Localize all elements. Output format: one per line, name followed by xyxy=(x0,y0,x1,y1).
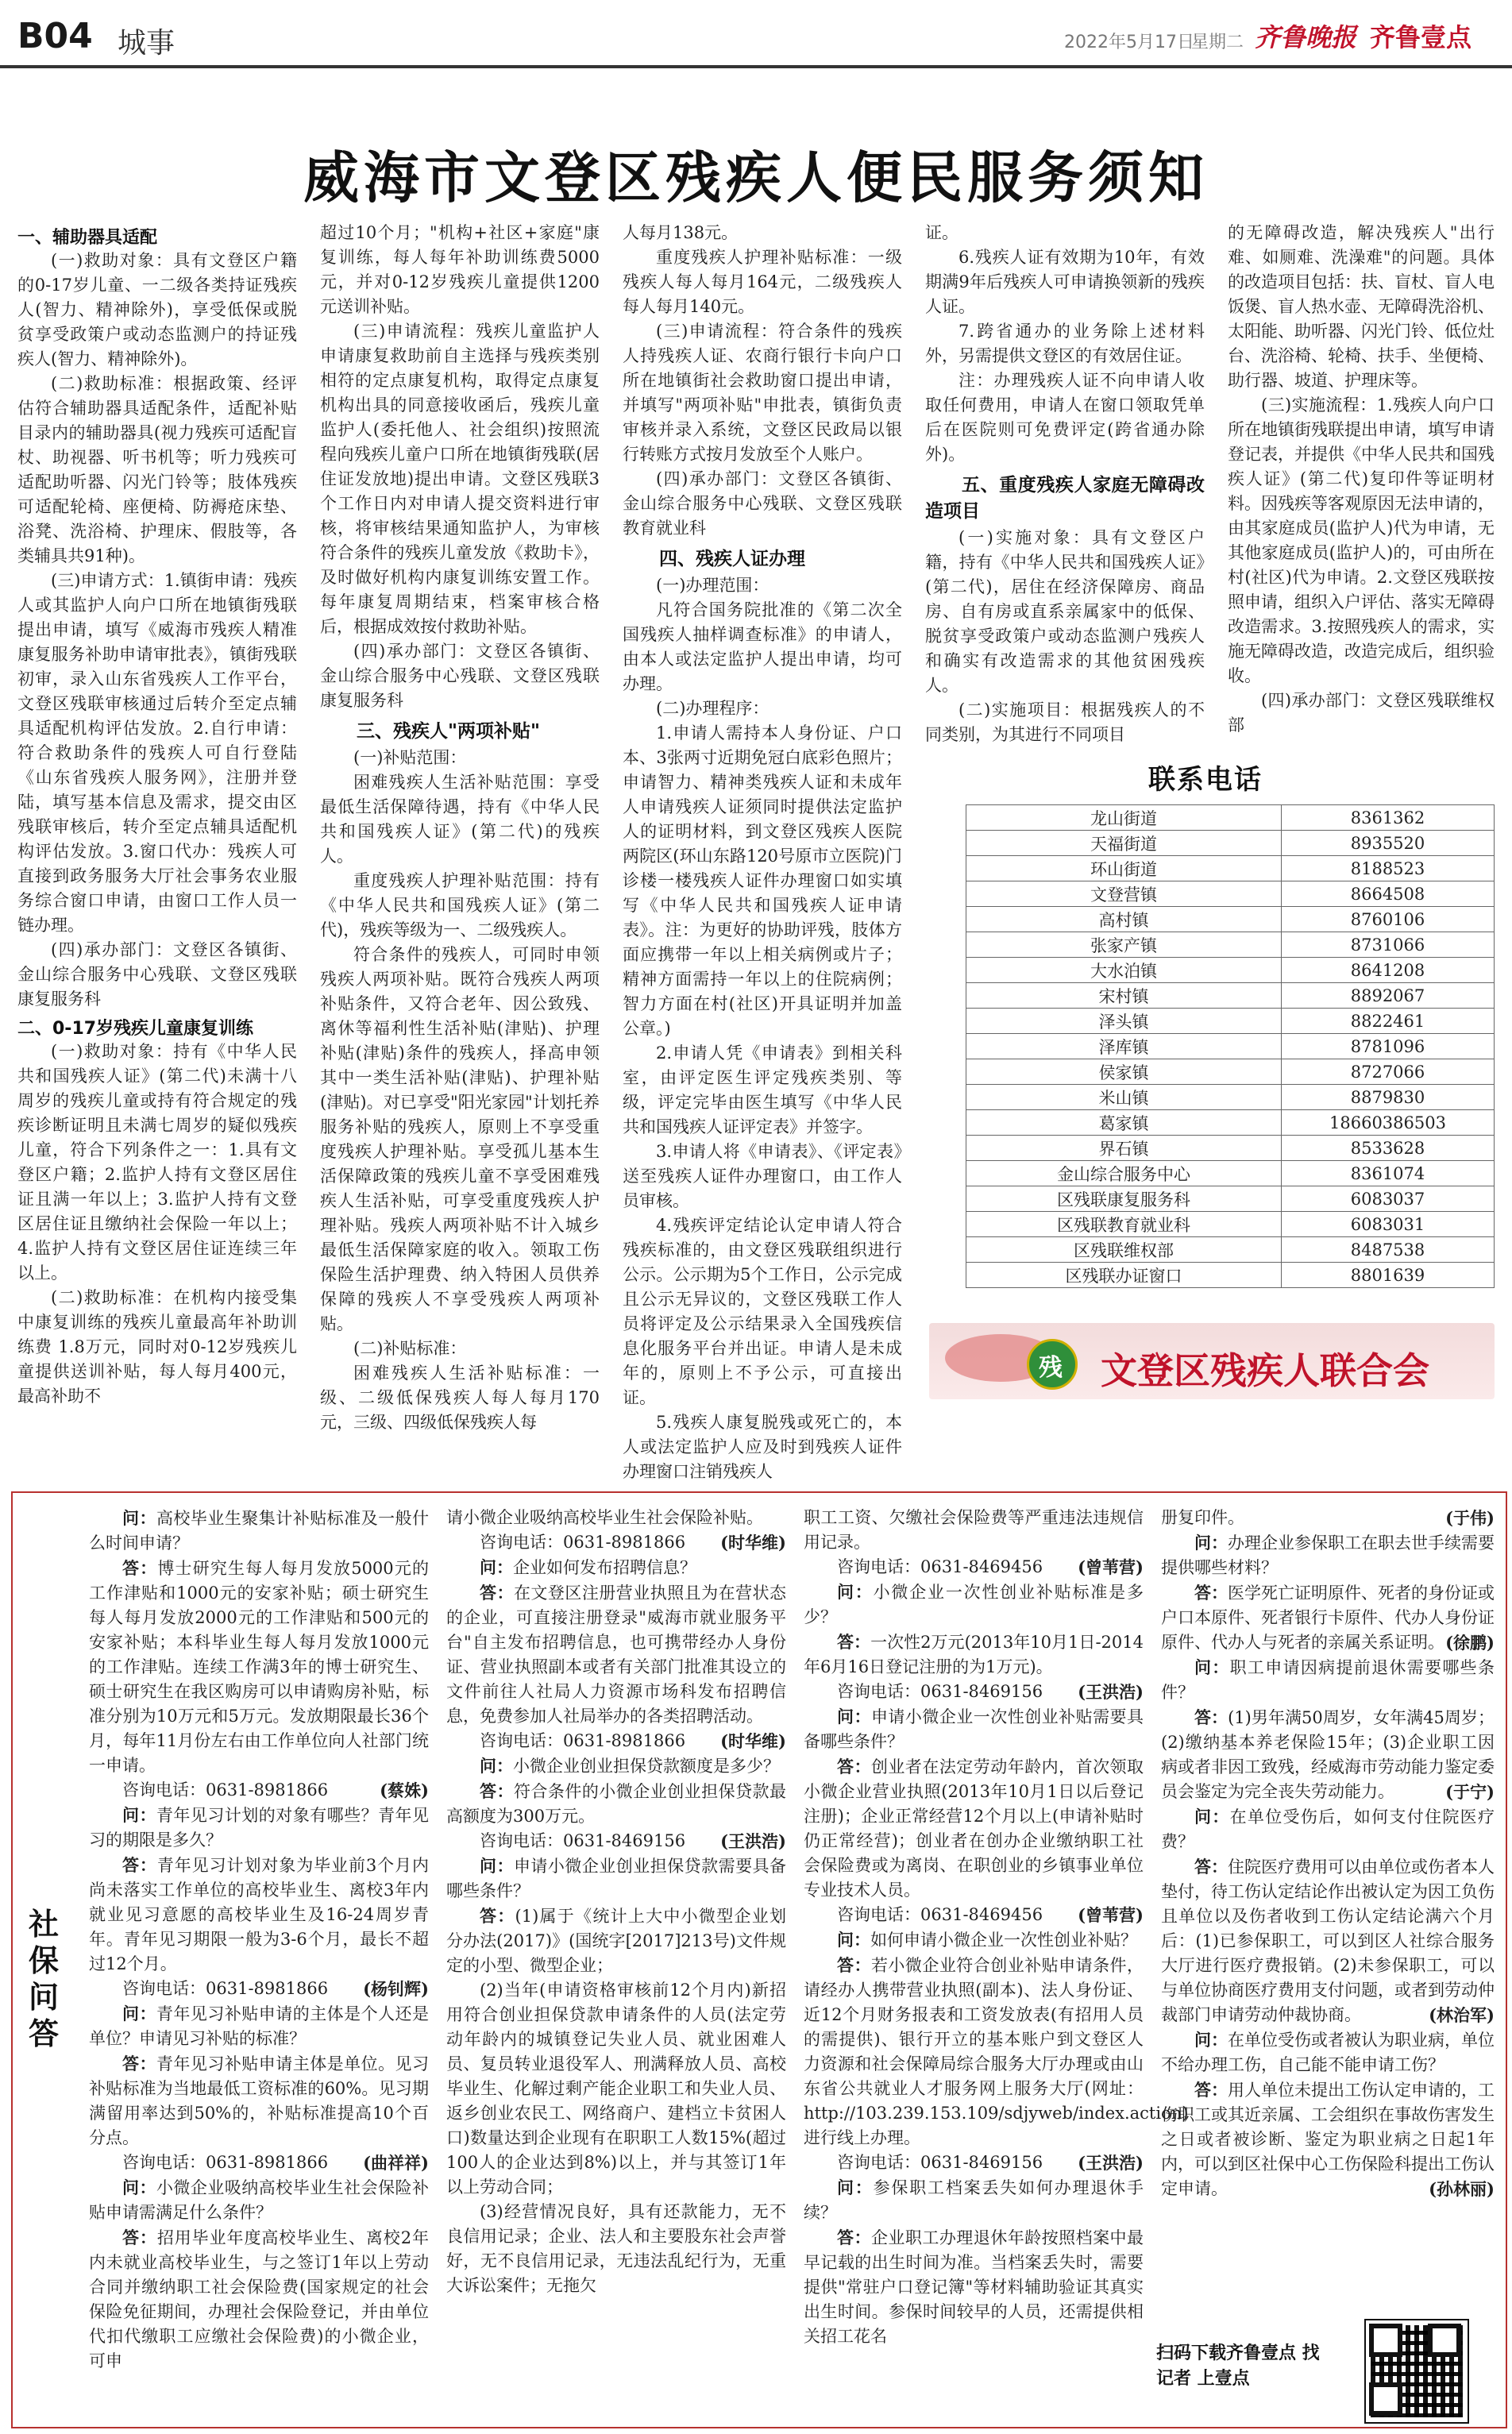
answer-text: 青年见习计划对象为毕业前3个月内尚未落实工作单位的高校毕业生、离校3年内就业见习意愿的高校毕业生及16-24周岁青年。青年见习期限一般为3-6个月，最长不超过12个月。 xyxy=(89,1856,429,1973)
contact-phone: 咨询电话：0631-8469456 xyxy=(837,1557,1043,1576)
phone-org-name: 金山综合服务中心 xyxy=(966,1161,1282,1186)
qa-contact xyxy=(89,1977,429,2001)
question-text: 申请小微企业创业担保贷款需要具备哪些条件？ xyxy=(446,1857,787,1900)
qa-author: (杨钊辉) xyxy=(363,1979,429,1999)
phone-org-name: 大水泊镇 xyxy=(966,958,1282,983)
paragraph: (二)办理程序： xyxy=(656,699,770,718)
qa-contact xyxy=(89,1778,429,1803)
answer-text: 符合条件的小微企业创业担保贷款最高额度为300万元。 xyxy=(446,1782,787,1826)
section-heading: 二、0-17岁残疾儿童康复训练 xyxy=(17,1019,254,1039)
phone-row xyxy=(966,831,1495,856)
qa-answer: 答：青年见习计划对象为毕业前3个月内尚未落实工作单位的高校毕业生、离校3年内就业见习意愿的高校毕业生及16-24周岁青年。青年见习期限一般为3-6个月，最长不超过12个月。 xyxy=(89,1855,429,1973)
answer-text: 册复印件。 xyxy=(1161,1508,1244,1527)
qa-answer: 答：招用毕业年度高校毕业生、离校2年内未就业高校毕业生，与之签订1年以上劳动合同并缴纳职工社会保险费(国家规定的社会保险免征期间，办理社会保险登记，并由单位代扣代缴职工应缴社会保险费)的小微企业，可申 xyxy=(89,2228,429,2370)
qr-corner xyxy=(1369,2382,1402,2416)
qa-answer: 答：企业职工办理退休年龄按照档案中最早记载的出生时间为准。当档案丢失时，需要提供"常驻户口登记簿"等材料辅助验证其真实出生时间。参保时间较早的人员，还需提供相关招工花名 xyxy=(804,2228,1144,2346)
phone-row xyxy=(966,1212,1495,1237)
paragraph: (一)救助对象：具有文登区户籍的0-17岁儿童、一二级各类持证残疾人(智力、精神除外)，享受低保或脱贫享受政策户或动态监测户的持证残疾人(智力、精神除外)。 xyxy=(17,251,297,368)
article-column-4 xyxy=(925,221,1205,747)
phone-number: 8781096 xyxy=(1282,1034,1495,1059)
qa-vertical-title: 社保问答 xyxy=(28,1906,59,2051)
answer-text: (2)当年(申请资格审核前12个月内)新招用符合创业担保贷款申请条件的人员(法定劳动年龄内的城镇登记失业人员、就业困难人员、复员转业退役军人、刑满释放人员、高校毕业生、化解过剩产能企业职工和失业人员、返乡创业农民工、网络商户、建档立卡贫困人口)数量达到企业现有在职职工人数15%(超过100人的企业达到8%)以上，并与其签订1年以上劳动合同； xyxy=(446,1981,786,2197)
qa-paragraph xyxy=(446,2200,786,2298)
phone-number: 8188523 xyxy=(1282,856,1495,881)
qa-answer-cont xyxy=(804,1506,1144,1555)
qa-answer: 答：用人单位未提出工伤认定申请的，工伤职工或其近亲属、工会组织在事故伤害发生之日或者被诊断、鉴定为职业病之日起1年内，可以到区社保中心工伤保险科提出工伤认定申请。 (孙林丽) xyxy=(1161,2077,1495,2201)
phone-org-name: 张家产镇 xyxy=(966,932,1282,958)
qr-corner xyxy=(1428,2324,1461,2357)
question-text: 青年见习计划的对象有哪些？青年见习的期限是多久？ xyxy=(89,1806,430,1850)
qa-question: 问：高校毕业生聚集计补贴标准及一般什么时间申请？ xyxy=(89,1508,430,1553)
phone-number: 8533628 xyxy=(1282,1136,1495,1161)
paragraph: 符合条件的残疾人，可同时申领残疾人两项补贴。既符合残疾人两项补贴条件，又符合老年、因公致残、离休等福利性生活补贴(津贴)、护理补贴(津贴)条件的残疾人，择高申领其中一类生活补贴(津贴)、护理补贴(津贴)。对已享受"阳光家园"计划托养服务补贴的残疾人，原则上不享受重度残疾人护理补贴。享受孤儿基本生活保障政策的残疾儿童不享受困难残疾人生活补贴，可享受重度残疾人护理补贴。残疾人两项补贴不计入城乡最低生活保障家庭的收入。领取工伤保险生活护理费、纳入特困人员供养保障的残疾人不享受残疾人两项补贴。 xyxy=(320,945,600,1333)
qa-answer-cont xyxy=(446,1506,786,1530)
qa-paragraph xyxy=(446,1978,786,2200)
answer-text: 若小微企业符合创业补贴申请条件，请经办人携带营业执照(副本)、法人身份证、近12个月财务报表和工资发放表(有招用人员的需提供)、银行开立的基本账户到文登区人力资源和社会保障局综合服务大厅办理或由山东省公共就业人才服务网上服务大厅(网址：http://103.239.153.109/sdjyweb/index.action)进行线上办理。 xyxy=(804,1956,1189,2147)
answer-text: 创业者在法定劳动年龄内，首次领取小微企业营业执照(2013年10月1日以后登记注册)；企业正常经营12个月以上(申请补贴时仍正常经营)；创业者在创办企业缴纳职工社会保险费或为离岗、在职创业的乡镇事业单位专业技术人员。 xyxy=(804,1757,1144,1900)
phone-row xyxy=(966,856,1495,881)
answer-text: 医学死亡证明原件、死者的身份证或户口本原件、死者银行卡原件、代办人身份证原件、代办人与死者的亲属关系证明。 xyxy=(1161,1583,1495,1652)
answer-text: 住院医疗费用可以由单位或伤者本人垫付，待工伤认定结论作出被认定为因工负伤且单位以及伤者收到工伤认定结论满六个月后：(1)已参保职工，可以到区人社综合服务大厅进行医疗费报销。(2)未参保职工，可以与单位协商医疗费用支付问题，或者到劳动仲裁部门申请劳动仲裁协商。 xyxy=(1161,1857,1495,2024)
qa-answer: 答：创业者在法定劳动年龄内，首次领取小微企业营业执照(2013年10月1日以后登记注册)；企业正常经营12个月以上(申请补贴时仍正常经营)；创业者在创办企业缴纳职工社会保险费或为离岗、在职创业的乡镇事业单位专业技术人员。 xyxy=(804,1757,1144,1900)
contact-phone: 咨询电话：0631-8981866 xyxy=(122,1979,329,1998)
phone-org-name: 区残联办证窗口 xyxy=(966,1263,1282,1288)
phone-row xyxy=(966,958,1495,983)
phone-number: 8731066 xyxy=(1282,932,1495,958)
paragraph: 4.残疾评定结论认定申请人符合残疾标准的，由文登区残联组织进行公示。公示期为5个工作日，公示完成且公示无异议的，文登区残联工作人员将评定及公示结果录入全国残疾信息化服务平台并出证。申请人是未成年的，原则上不予公示，可直接出证。 xyxy=(623,1216,902,1407)
qa-question: 问：企业如何发布招聘信息？ xyxy=(480,1557,696,1577)
paragraph: (三)申请方式：1.镇街申请：残疾人或其监护人向户口所在地镇街残联提出申请，填写《威海市残疾人精准康复服务补助申请审批表》，镇街残联初审，录入山东省残疾人工作平台，文登区残联审核通过后转介至定点辅具适配机构评估发放。2.自行申请：符合救助条件的残疾人可自行登陆《山东省残疾人服务网》，注册并登陆，填写基本信息及需求，提交由区残联审核后，转介至定点辅具适配机构评估发放。3.窗口代办：残疾人可直接到政务服务大厅社会事务农业服务综合窗口申请，由窗口工作人员一链办理。 xyxy=(17,571,297,935)
qa-question: 问：青年见习计划的对象有哪些？青年见习的期限是多久？ xyxy=(89,1805,430,1850)
paragraph: 7.跨省通办的业务除上述材料外，另需提供文登区的有效居住证。 xyxy=(925,322,1205,365)
qa-answer-cont xyxy=(1161,1506,1495,1530)
question-text: 企业如何发布招聘信息？ xyxy=(513,1558,696,1577)
issue-date: 2022年5月17日 xyxy=(1064,33,1194,52)
phone-org-name: 龙山街道 xyxy=(966,805,1282,831)
phone-number: 8879830 xyxy=(1282,1085,1495,1110)
article-column-2 xyxy=(320,221,600,1435)
paragraph: (一)办理范围： xyxy=(656,576,770,595)
phone-number: 8664508 xyxy=(1282,881,1495,907)
phone-number: 8487538 xyxy=(1282,1237,1495,1263)
qa-answer: 答：(1)男年满50周岁，女年满45周岁；(2)缴纳基本养老保险15年；(3)企业职工因病或者非因工致残，经威海市劳动能力鉴定委员会鉴定为完全丧失劳动能力。 (于宁) xyxy=(1161,1705,1495,1804)
phone-row xyxy=(966,805,1495,831)
phone-number: 8727066 xyxy=(1282,1059,1495,1085)
phone-org-name: 泽头镇 xyxy=(966,1009,1282,1034)
phone-row xyxy=(966,1059,1495,1085)
qa-author: (曾苇营) xyxy=(1078,1905,1144,1925)
phone-number: 8935520 xyxy=(1282,831,1495,856)
qa-question: 问：小微企业吸纳高校毕业生社会保险补贴申请需满足什么条件？ xyxy=(89,2177,430,2222)
article-column-5 xyxy=(1228,221,1495,738)
contact-phone: 咨询电话：0631-8469156 xyxy=(480,1831,686,1850)
qa-answer: 答：住院医疗费用可以由单位或伤者本人垫付，待工伤认定结论作出被认定为因工负伤且单位以及伤者收到工伤认定结论满六个月后：(1)已参保职工，可以到区人社综合服务大厅进行医疗费报销。(2)未参保职工，可以与单位协商医疗费用支付问题，或者到劳动仲裁部门申请劳动仲裁协商。 (林治军) xyxy=(1161,1854,1495,2027)
article-title: 威海市文登区残疾人便民服务须知 xyxy=(303,145,1209,210)
header-rule xyxy=(0,65,1512,68)
phone-row xyxy=(966,1009,1495,1034)
paragraph: 困难残疾人生活补贴标准：一级、二级低保残疾人每人每月170元，三级、四级低保残疾人每 xyxy=(320,1364,600,1432)
answer-text: 职工工资、欠缴社会保险费等严重违法违规信用记录。 xyxy=(804,1508,1144,1552)
phone-number: 18660386503 xyxy=(1282,1110,1495,1136)
qr-caption: 扫码下载齐鲁壹点 找记者 上壹点 xyxy=(1156,2343,1320,2389)
qa-answer: 答：一次性2万元(2013年10月1日-2014年6月16日登记注册的为1万元)。 xyxy=(804,1632,1144,1676)
answer-text: 企业职工办理退休年龄按照档案中最早记载的出生时间为准。当档案丢失时，需要提供"常驻户口登记簿"等材料辅助验证其真实出生时间。参保时间较早的人员，还需提供相关招工花名 xyxy=(804,2228,1144,2346)
qa-author: (时华维) xyxy=(720,1731,786,1751)
qa-author: (蔡姝) xyxy=(380,1780,429,1800)
phone-row xyxy=(966,983,1495,1009)
contact-phone: 咨询电话：0631-8469456 xyxy=(837,1905,1043,1924)
paragraph: 凡符合国务院批准的《第二次全国残疾人抽样调查标准》的申请人，由本人或法定监护人提出申请，均可办理。 xyxy=(623,600,902,693)
phone-row xyxy=(966,881,1495,907)
contact-phone: 咨询电话：0631-8981866 xyxy=(122,1780,329,1799)
qa-contact xyxy=(804,1680,1144,1704)
section-name: 城事 xyxy=(118,27,176,60)
qr-corner xyxy=(1369,2324,1402,2357)
phone-row xyxy=(966,1136,1495,1161)
qa-author: (于宁) xyxy=(1445,1782,1495,1802)
phone-org-name: 区残联康复服务科 xyxy=(966,1186,1282,1212)
paragraph: 的无障碍改造，解决残疾人"出行难、如厕难、洗澡难"的问题。具体的改造项目包括：扶、盲杖、盲人电饭煲、盲人热水壶、无障碍洗浴机、太阳能、助听器、闪光门铃、低位灶台、洗浴椅、轮椅、扶手、坐便椅、助行器、坡道、护理床等。 xyxy=(1228,223,1495,390)
paragraph: 超过10个月；"机构+社区+家庭"康复训练，每人每年补助训练费5000元，并对0-12岁残疾儿童提供1200元送训补贴。 xyxy=(320,223,600,316)
qa-answer: 答：(1)属于《统计上大中小微型企业划分办法(2017)》(国统字[2017]213号)文件规定的小型、微型企业； xyxy=(446,1906,786,1975)
paragraph: (三)申请流程：符合条件的残疾人持残疾人证、农商行银行卡向户口所在地镇街社会救助窗口提出申请，并填写"两项补贴"申批表，镇街负责审核并录入系统，文登区民政局以银行转账方式按月发放至个人账户。 xyxy=(623,322,902,464)
qa-author: (曲祥祥) xyxy=(363,2153,429,2173)
qa-answer: 答：若小微企业符合创业补贴申请条件，请经办人携带营业执照(副本)、法人身份证、近12个月财务报表和工资发放表(有招用人员的需提供)、银行开立的基本账户到文登区人力资源和社会保障局综合服务大厅办理或由山东省公共就业人才服务网上服务大厅(网址：http://103.239.153.109/sdjyweb/index.action)进行线上办理。 xyxy=(804,1955,1189,2147)
paragraph: 3.申请人将《申请表》、《评定表》送至残疾人证件办理窗口，由工作人员审核。 xyxy=(623,1142,902,1210)
issue-weekday: 星期二 xyxy=(1191,33,1244,52)
paragraph: (一)救助对象：持有《中华人民共和国残疾人证》(第二代)未满十八周岁的残疾儿童或持有符合规定的残疾诊断证明且未满七周岁的疑似残疾儿童，符合下列条件之一：1.具有文登区户籍；2.监护人持有文登区居住证且满一年以上；3.监护人持有文登区居住证且缴纳社会保险一年以上；4.监护人持有文登区居住证连续三年以上。 xyxy=(17,1042,297,1283)
logo-letter: 残 xyxy=(1039,1354,1063,1382)
question-text: 申请小微企业一次性创业补贴需要具备哪些条件？ xyxy=(804,1707,1144,1751)
answer-text: 用人单位未提出工伤认定申请的，工伤职工或其近亲属、工会组织在事故伤害发生之日或者被诊断、鉴定为职业病之日起1年内，可以到区社保中心工伤保险科提出工伤认定申请。 xyxy=(1161,2081,1495,2198)
question-text: 小微企业创业担保贷款额度是多少？ xyxy=(513,1757,780,1776)
qa-contact xyxy=(446,1729,786,1753)
question-text: 高校毕业生聚集计补贴标准及一般什么时间申请？ xyxy=(89,1509,430,1553)
phone-org-name: 米山镇 xyxy=(966,1085,1282,1110)
phone-org-name: 文登营镇 xyxy=(966,881,1282,907)
paragraph: (四)承办部门：文登区各镇街、金山综合服务中心残联、文登区残联教育就业科 xyxy=(623,469,902,538)
question-text: 在单位受伤或者被认为职业病，单位不给办理工伤，自己能不能申请工伤？ xyxy=(1161,2031,1495,2074)
phone-number: 8822461 xyxy=(1282,1009,1495,1034)
phone-number: 8892067 xyxy=(1282,983,1495,1009)
qa-author: (徐鹏) xyxy=(1445,1633,1495,1653)
paragraph: (一)补贴范围： xyxy=(353,748,467,767)
answer-text: 请小微企业吸纳高校毕业生社会保险补贴。 xyxy=(446,1508,763,1527)
qa-column-2 xyxy=(446,1506,786,2298)
qa-contact xyxy=(89,2150,429,2175)
answer-text: 在文登区注册营业执照且为在营状态的企业，可直接注册登录"威海市就业服务平台"自主发布招聘信息，也可携带经办人身份证、营业执照副本或者有关部门批准其设立的文件前往人社局人力资源市场科发布招聘信息，免费参加人社局举办的各类招聘活动。 xyxy=(446,1583,787,1726)
qa-question: 问：职工申请因病提前退休需要哪些条件？ xyxy=(1161,1657,1495,1702)
qa-answer: 答：博士研究生每人每月发放5000元的工作津贴和1000元的安家补贴；硕士研究生每人每月发放2000元的工作津贴和500元的安家补贴；本科毕业生每人每月发放1000元的工作津贴。连续工作满3年的博士研究生、硕士研究生在我区购房可以申请购房补贴，标准分别为10万元和5万元。发放期限最长36个月，每年11月份左右由工作单位向人社部门统一申请。 xyxy=(89,1558,429,1775)
phone-org-name: 高村镇 xyxy=(966,907,1282,932)
contact-phone: 咨询电话：0631-8981866 xyxy=(122,2153,329,2172)
qa-answer: 答：医学死亡证明原件、死者的身份证或户口本原件、死者银行卡原件、代办人身份证原件、代办人与死者的亲属关系证明。 (徐鹏) xyxy=(1161,1580,1495,1655)
paragraph: 人每月138元。 xyxy=(623,223,739,242)
phone-row xyxy=(966,1237,1495,1263)
paragraph: (四)承办部门：文登区各镇街、金山综合服务中心残联、文登区残联康复服务科 xyxy=(17,940,297,1009)
qa-answer: 答：符合条件的小微企业创业担保贷款最高额度为300万元。 xyxy=(446,1781,787,1826)
phone-number: 6083037 xyxy=(1282,1186,1495,1212)
paragraph: (四)承办部门：文登区各镇街、金山综合服务中心残联、文登区残联康复服务科 xyxy=(320,642,600,710)
qa-question: 问：如何申请小微企业一次性创业补贴？ xyxy=(837,1930,1137,1950)
qa-question: 问：在单位受伤后，如何支付住院医疗费？ xyxy=(1161,1807,1495,1851)
phone-org-name: 天福街道 xyxy=(966,831,1282,856)
paragraph: 重度残疾人护理补贴标准：一级残疾人每人每月164元，二级残疾人每人每月140元。 xyxy=(623,248,902,316)
section-heading: 一、辅助器具适配 xyxy=(17,228,158,248)
paragraph: (二)救助标准：在机构内接受集中康复训练的残疾儿童最高年补助训练费 1.8万元，同时对0-12岁残疾儿童提供送训补贴，每人每月400元，最高补助不 xyxy=(17,1288,297,1406)
phone-row xyxy=(966,1034,1495,1059)
question-text: 职工申请因病提前退休需要哪些条件？ xyxy=(1161,1658,1495,1702)
paragraph: 5.残疾人康复脱残或死亡的，本人或法定监护人应及时到残疾人证件办理窗口注销残疾人 xyxy=(623,1413,902,1481)
phone-number: 8361074 xyxy=(1282,1161,1495,1186)
answer-text: (1)男年满50周岁，女年满45周岁；(2)缴纳基本养老保险15年；(3)企业职工因病或者非因工致残，经威海市劳动能力鉴定委员会鉴定为完全丧失劳动能力。 xyxy=(1161,1708,1495,1801)
qa-column-3 xyxy=(804,1506,1189,2349)
qa-author: (孙林丽) xyxy=(1429,2179,1495,2199)
qa-author: (王洪浩) xyxy=(1078,1682,1144,1702)
qa-question: 问：青年见习补贴申请的主体是个人还是单位？申请见习补贴的标准？ xyxy=(89,2004,430,2048)
phone-number: 8801639 xyxy=(1282,1263,1495,1288)
phone-row xyxy=(966,907,1495,932)
qa-contact xyxy=(446,1530,786,1555)
question-text: 办理企业参保职工在职去世手续需要提供哪些材料？ xyxy=(1161,1533,1495,1577)
phone-number: 8760106 xyxy=(1282,907,1495,932)
phone-row xyxy=(966,1263,1495,1288)
qa-question: 问：参保职工档案丢失如何办理退休手续？ xyxy=(804,2177,1144,2222)
answer-text: 博士研究生每人每月发放5000元的工作津贴和1000元的安家补贴；硕士研究生每人每月发放2000元的工作津贴和500元的安家补贴；本科毕业生每人每月发放1000元的工作津贴。连续工作满3年的博士研究生、硕士研究生在我区购房可以申请购房补贴，标准分别为10万元和5万元。发放期限最长36个月，每年11月份左右由工作单位向人社部门统一申请。 xyxy=(89,1559,429,1775)
phone-row xyxy=(966,1085,1495,1110)
contact-phone: 咨询电话：0631-8469156 xyxy=(837,1682,1043,1701)
contact-phones-table xyxy=(966,804,1495,1288)
qa-column-1 xyxy=(89,1506,429,2374)
qa-question: 问：小微企业创业担保贷款额度是多少？ xyxy=(480,1756,780,1776)
phone-org-name: 区残联维权部 xyxy=(966,1237,1282,1263)
qa-question: 问：申请小微企业一次性创业补贴需要具备哪些条件？ xyxy=(804,1707,1144,1751)
phone-org-name: 葛家镇 xyxy=(966,1110,1282,1136)
paragraph: (四)承办部门：文登区残联维权部 xyxy=(1228,691,1495,735)
qa-author: (王洪浩) xyxy=(1078,2153,1144,2173)
question-text: 小微企业一次性创业补贴标准是多少？ xyxy=(804,1583,1144,1626)
qa-author: (曾苇营) xyxy=(1078,1557,1144,1577)
question-text: 参保职工档案丢失如何办理退休手续？ xyxy=(804,2178,1144,2222)
paragraph: (二)补贴标准： xyxy=(353,1339,467,1358)
answer-text: (3)经营情况良好，具有还款能力，无不良信用记录；企业、法人和主要股东社会声誉好，无不良信用记录，无违法乱纪行为，无重大诉讼案件；无拖欠 xyxy=(446,2202,786,2295)
contact-phone: 咨询电话：0631-8981866 xyxy=(480,1731,686,1750)
phone-row xyxy=(966,932,1495,958)
question-text: 青年见习补贴申请的主体是个人还是单位？申请见习补贴的标准？ xyxy=(89,2004,430,2048)
phone-row xyxy=(966,1161,1495,1186)
qa-column-4 xyxy=(1161,1506,1495,2201)
phone-org-name: 环山街道 xyxy=(966,856,1282,881)
qa-contact xyxy=(804,1555,1144,1580)
paragraph: 注：办理残疾人证不向申请人收取任何费用，申请人在窗口领取凭单后在医院则可免费评定(跨省通办除外)。 xyxy=(925,371,1205,464)
qa-question: 问：小微企业一次性创业补贴标准是多少？ xyxy=(804,1582,1144,1626)
qa-author: (王洪浩) xyxy=(720,1831,786,1851)
section-heading: 三、残疾人"两项补贴" xyxy=(357,721,540,742)
phone-number: 8641208 xyxy=(1282,958,1495,983)
paragraph: 证。 xyxy=(925,223,958,242)
paragraph: 2.申请人凭《申请表》到相关科室，由评定医生评定残疾类别、等级，评定完毕由医生填写《中华人民共和国残疾人证评定表》并签字。 xyxy=(623,1043,902,1136)
phone-number: 6083031 xyxy=(1282,1212,1495,1237)
paragraph: 困难残疾人生活补贴范围：享受最低生活保障待遇，持有《中华人民共和国残疾人证》(第二代)的残疾人。 xyxy=(320,773,600,866)
qa-question: 问：申请小微企业创业担保贷款需要具备哪些条件？ xyxy=(446,1856,787,1900)
answer-text: (1)属于《统计上大中小微型企业划分办法(2017)》(国统字[2017]213号)文件规定的小型、微型企业； xyxy=(446,1907,786,1975)
qa-question: 问：办理企业参保职工在职去世手续需要提供哪些材料？ xyxy=(1161,1533,1495,1577)
article-column-1 xyxy=(17,221,297,1409)
contact-phone: 咨询电话：0631-8981866 xyxy=(480,1533,686,1552)
article-column-3 xyxy=(623,221,902,1484)
section-heading: 四、残疾人证办理 xyxy=(659,549,805,569)
qa-contact xyxy=(804,2150,1144,2175)
section-heading: 五、重度残疾人家庭无障碍改造项目 xyxy=(925,475,1205,522)
answer-text: 一次性2万元(2013年10月1日-2014年6月16日登记注册的为1万元)。 xyxy=(804,1633,1144,1676)
qa-contact xyxy=(804,1903,1144,1927)
phone-row xyxy=(966,1186,1495,1212)
contact-phone: 咨询电话：0631-8469156 xyxy=(837,2153,1043,2172)
phone-org-name: 泽库镇 xyxy=(966,1034,1282,1059)
qa-author: (于伟) xyxy=(1445,1508,1495,1528)
phone-row xyxy=(966,1110,1495,1136)
federation-name: 文登区残疾人联合会 xyxy=(1101,1349,1429,1392)
question-text: 在单位受伤后，如何支付住院医疗费？ xyxy=(1161,1807,1495,1851)
paragraph: 1.申请人需持本人身份证、户口本、3张两寸近期免冠白底彩色照片；申请智力、精神类残疾人证和未成年人申请残疾人证须同时提供法定监护人的证明材料，到文登区残疾人医院两院区(环山东路120号原市立医院)门诊楼一楼残疾人证件办理窗口如实填写《中华人民共和国残疾人证申请表》。注：为更好的协助评残，肢体方面应携带一年以上相关病例或片子；精神方面需持一年以上的住院病例；智力方面在村(社区)开具证明并加盖公章。) xyxy=(623,723,902,1038)
qa-contact xyxy=(446,1829,786,1853)
app-logo: 齐鲁壹点 xyxy=(1370,22,1472,52)
question-text: 小微企业吸纳高校毕业生社会保险补贴申请需满足什么条件？ xyxy=(89,2178,430,2222)
phone-org-name: 界石镇 xyxy=(966,1136,1282,1161)
qa-answer: 答：在文登区注册营业执照且为在营状态的企业，可直接注册登录"威海市就业服务平台"自主发布招聘信息，也可携带经办人身份证、营业执照副本或者有关部门批准其设立的文件前往人社局人力资源市场科发布招聘信息，免费参加人社局举办的各类招聘活动。 xyxy=(446,1583,787,1726)
phone-org-name: 区残联教育就业科 xyxy=(966,1212,1282,1237)
qa-question: 问：在单位受伤或者被认为职业病，单位不给办理工伤，自己能不能申请工伤？ xyxy=(1161,2030,1495,2074)
qa-answer: 答：青年见习补贴申请主体是单位。见习补贴标准为当地最低工资标准的60%。见习期满留用率达到50%的，补贴标准提高10个百分点。 xyxy=(89,2054,430,2147)
phone-org-name: 宋村镇 xyxy=(966,983,1282,1009)
answer-text: 招用毕业年度高校毕业生、离校2年内未就业高校毕业生，与之签订1年以上劳动合同并缴纳职工社会保险费(国家规定的社会保险免征期间，办理社会保险登记，并由单位代扣代缴职工应缴社会保险费)的小微企业，可申 xyxy=(89,2228,429,2370)
paragraph: 6.残疾人证有效期为10年，有效期满9年后残疾人可申请换领新的残疾人证。 xyxy=(925,248,1205,316)
paragraph: (二)救助标准：根据政策、经评估符合辅助器具适配条件，适配补贴目录内的辅助器具(视力残疾可适配盲杖、助视器、听书机等；听力残疾可适配助听器、闪光门铃等；肢体残疾可适配轮椅、座便椅、防褥疮床垫、浴凳、洗浴椅、护理床、假肢等，各类辅具共91种)。 xyxy=(17,374,297,565)
page-number: B04 xyxy=(17,16,93,56)
qa-author: (林治军) xyxy=(1429,2005,1495,2025)
qa-author: (时华维) xyxy=(720,1533,786,1553)
masthead-logo: 齐鲁晚报 xyxy=(1255,22,1357,52)
contact-phones-title: 联系电话 xyxy=(1148,764,1263,796)
answer-text: 青年见习补贴申请主体是单位。见习补贴标准为当地最低工资标准的60%。见习期满留用率达到50%的，补贴标准提高10个百分点。 xyxy=(89,2054,430,2147)
paragraph: (二)实施项目：根据残疾人的不同类别，为其进行不同项目 xyxy=(925,700,1205,744)
paragraph: 重度残疾人护理补贴范围：持有《中华人民共和国残疾人证》(第二代)，残疾等级为一、二级残疾人。 xyxy=(320,871,600,939)
paragraph: (一)实施对象：具有文登区户籍，持有《中华人民共和国残疾人证》(第二代)，居住在经济保障房、商品房、自有房或直系亲属家中的低保、脱贫享受政策户或动态监测户残疾人和确实有改造需求的其他贫困残疾人。 xyxy=(925,528,1205,695)
paragraph: (三)实施流程：1.残疾人向户口所在地镇街残联提出申请，填写申请登记表，并提供《中华人民共和国残疾人证》(第二代)复印件等证明材料。因残疾等客观原因无法申请的，由其家庭成员(监护人)代为申请，无其他家庭成员(监护人)的，可由所在村(社区)代为申请。2.文登区残联按照申请，组织入户评估、落实无障碍改造需求。3.按照残疾人的需求，实施无障碍改造，改造完成后，组织验收。 xyxy=(1228,395,1495,685)
question-text: 如何申请小微企业一次性创业补贴？ xyxy=(870,1931,1137,1950)
phone-number: 8361362 xyxy=(1282,805,1495,831)
paragraph: (三)申请流程：残疾儿童监护人申请康复救助前自主选择与残疾类别相符的定点康复机构，取得定点康复机构出具的同意接收函后，残疾儿童监护人(委托他人、社会组织)按照流程向残疾儿童户口所在地镇街残联(居住证发放地)提出申请。文登区残联3个工作日内对申请人提交资料进行审核，将审核结果通知监护人，为审核符合条件的残疾儿童发放《救助卡》，及时做好机构内康复训练安置工作。每年康复周期结束，档案审核合格后，根据成效按付救助补贴。 xyxy=(320,322,600,636)
phone-org-name: 侯家镇 xyxy=(966,1059,1282,1085)
page-header xyxy=(0,0,1512,71)
